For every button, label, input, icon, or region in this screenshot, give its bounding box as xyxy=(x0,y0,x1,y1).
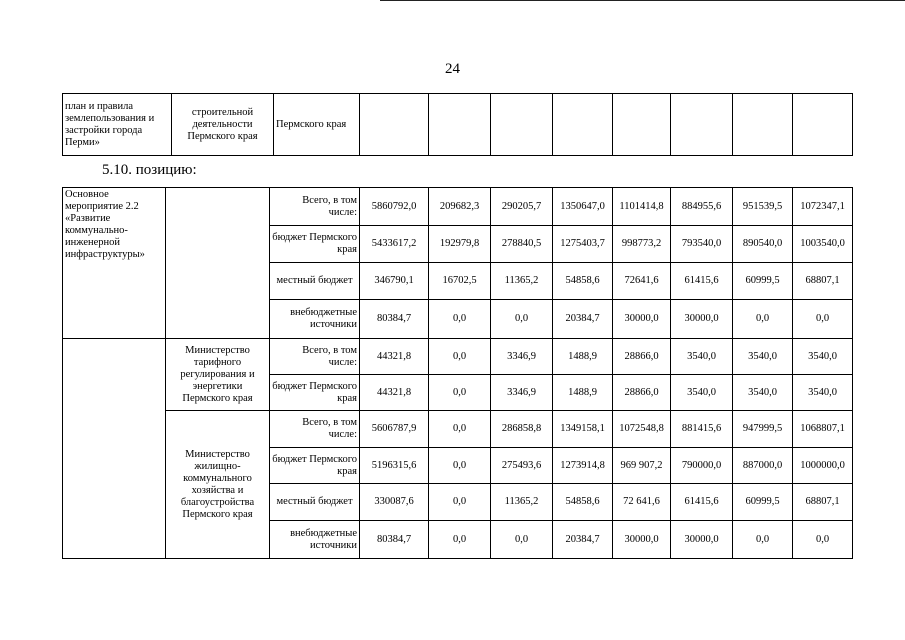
value-cell: 30000,0 xyxy=(671,300,733,339)
top-rule xyxy=(380,0,905,1)
source-cell: Всего, в том числе: xyxy=(270,188,360,226)
source-cell: бюджет Пермского края xyxy=(270,448,360,484)
value-cell: 0,0 xyxy=(793,521,853,559)
value-cell: 0,0 xyxy=(429,339,491,375)
funding-table xyxy=(62,187,853,559)
value-cell: 11365,2 xyxy=(491,484,553,521)
table-row xyxy=(63,411,853,448)
value-cell: 969 907,2 xyxy=(613,448,671,484)
executor-cell: строительной деятельности Пермского края xyxy=(172,94,274,156)
value-cell: 881415,6 xyxy=(671,411,733,448)
value-cell: 20384,7 xyxy=(553,521,613,559)
value-cell: 5606787,9 xyxy=(360,411,429,448)
value-cell: 330087,6 xyxy=(360,484,429,521)
empty-cell xyxy=(553,94,613,156)
empty-cell xyxy=(360,94,429,156)
value-cell: 44321,8 xyxy=(360,375,429,411)
value-cell: 0,0 xyxy=(793,300,853,339)
value-cell: 1068807,1 xyxy=(793,411,853,448)
value-cell: 3540,0 xyxy=(733,339,793,375)
source-cell: местный бюджет xyxy=(270,484,360,521)
value-cell: 3346,9 xyxy=(491,339,553,375)
value-cell: 80384,7 xyxy=(360,521,429,559)
value-cell: 1101414,8 xyxy=(613,188,671,226)
empty-cell xyxy=(733,94,793,156)
value-cell: 3540,0 xyxy=(793,375,853,411)
source-cell: Всего, в том числе: xyxy=(270,339,360,375)
value-cell: 951539,5 xyxy=(733,188,793,226)
table-row xyxy=(63,188,853,226)
value-cell: 1275403,7 xyxy=(553,226,613,263)
empty-cell xyxy=(613,94,671,156)
value-cell: 286858,8 xyxy=(491,411,553,448)
value-cell: 887000,0 xyxy=(733,448,793,484)
value-cell: 0,0 xyxy=(429,375,491,411)
previous-table-fragment xyxy=(62,93,853,156)
executor-cell: Министерство жилищно-коммунального хозяйства и благоустройства Пермского края xyxy=(166,411,270,559)
program-cell: Основное мероприятие 2.2 «Развитие коммунально-инженерной инфраструктуры» xyxy=(63,188,166,339)
value-cell: 60999,5 xyxy=(733,484,793,521)
value-cell: 278840,5 xyxy=(491,226,553,263)
page-number: 24 xyxy=(445,61,460,77)
value-cell: 209682,3 xyxy=(429,188,491,226)
empty-cell xyxy=(429,94,491,156)
value-cell: 44321,8 xyxy=(360,339,429,375)
value-cell: 20384,7 xyxy=(553,300,613,339)
value-cell: 890540,0 xyxy=(733,226,793,263)
value-cell: 5433617,2 xyxy=(360,226,429,263)
value-cell: 0,0 xyxy=(429,300,491,339)
value-cell: 72641,6 xyxy=(613,263,671,300)
empty-cell xyxy=(671,94,733,156)
value-cell: 0,0 xyxy=(491,521,553,559)
value-cell: 68807,1 xyxy=(793,263,853,300)
value-cell: 30000,0 xyxy=(613,300,671,339)
value-cell: 72 641,6 xyxy=(613,484,671,521)
value-cell: 0,0 xyxy=(429,521,491,559)
value-cell: 998773,2 xyxy=(613,226,671,263)
source-cell: бюджет Пермского края xyxy=(270,226,360,263)
value-cell: 3540,0 xyxy=(793,339,853,375)
table-row xyxy=(63,94,853,156)
executor-cell: Министерство тарифного регулирования и энергетики Пермского края xyxy=(166,339,270,411)
source-cell: внебюджетные источники xyxy=(270,521,360,559)
value-cell: 793540,0 xyxy=(671,226,733,263)
value-cell: 790000,0 xyxy=(671,448,733,484)
empty-cell xyxy=(793,94,853,156)
value-cell: 1488,9 xyxy=(553,339,613,375)
value-cell: 1273914,8 xyxy=(553,448,613,484)
value-cell: 5196315,6 xyxy=(360,448,429,484)
value-cell: 11365,2 xyxy=(491,263,553,300)
value-cell: 0,0 xyxy=(733,300,793,339)
value-cell: 884955,6 xyxy=(671,188,733,226)
value-cell: 275493,6 xyxy=(491,448,553,484)
empty-cell xyxy=(491,94,553,156)
value-cell: 1072347,1 xyxy=(793,188,853,226)
source-cell: бюджет Пермского края xyxy=(270,375,360,411)
value-cell: 16702,5 xyxy=(429,263,491,300)
value-cell: 1072548,8 xyxy=(613,411,671,448)
source-cell: Всего, в том числе: xyxy=(270,411,360,448)
value-cell: 68807,1 xyxy=(793,484,853,521)
value-cell: 30000,0 xyxy=(613,521,671,559)
value-cell: 346790,1 xyxy=(360,263,429,300)
value-cell: 1488,9 xyxy=(553,375,613,411)
value-cell: 54858,6 xyxy=(553,484,613,521)
value-cell: 60999,5 xyxy=(733,263,793,300)
value-cell: 1349158,1 xyxy=(553,411,613,448)
section-label: 5.10. позицию: xyxy=(102,162,197,178)
value-cell: 1003540,0 xyxy=(793,226,853,263)
value-cell: 54858,6 xyxy=(553,263,613,300)
source-cell: местный бюджет xyxy=(270,263,360,300)
program-cell: план и правила землепользования и застройки города Перми» xyxy=(63,94,172,156)
value-cell: 28866,0 xyxy=(613,375,671,411)
source-cell: внебюджетные источники xyxy=(270,300,360,339)
value-cell: 1350647,0 xyxy=(553,188,613,226)
value-cell: 3346,9 xyxy=(491,375,553,411)
value-cell: 61415,6 xyxy=(671,484,733,521)
value-cell: 3540,0 xyxy=(671,375,733,411)
source-cell: Пермского края xyxy=(274,94,360,156)
value-cell: 3540,0 xyxy=(671,339,733,375)
value-cell: 28866,0 xyxy=(613,339,671,375)
value-cell: 30000,0 xyxy=(671,521,733,559)
value-cell: 192979,8 xyxy=(429,226,491,263)
executor-cell xyxy=(166,188,270,339)
value-cell: 0,0 xyxy=(491,300,553,339)
value-cell: 80384,7 xyxy=(360,300,429,339)
value-cell: 947999,5 xyxy=(733,411,793,448)
value-cell: 3540,0 xyxy=(733,375,793,411)
value-cell: 5860792,0 xyxy=(360,188,429,226)
value-cell: 61415,6 xyxy=(671,263,733,300)
value-cell: 0,0 xyxy=(733,521,793,559)
program-cell-empty xyxy=(63,339,166,559)
value-cell: 0,0 xyxy=(429,448,491,484)
value-cell: 0,0 xyxy=(429,484,491,521)
value-cell: 0,0 xyxy=(429,411,491,448)
value-cell: 290205,7 xyxy=(491,188,553,226)
value-cell: 1000000,0 xyxy=(793,448,853,484)
table-row xyxy=(63,339,853,375)
